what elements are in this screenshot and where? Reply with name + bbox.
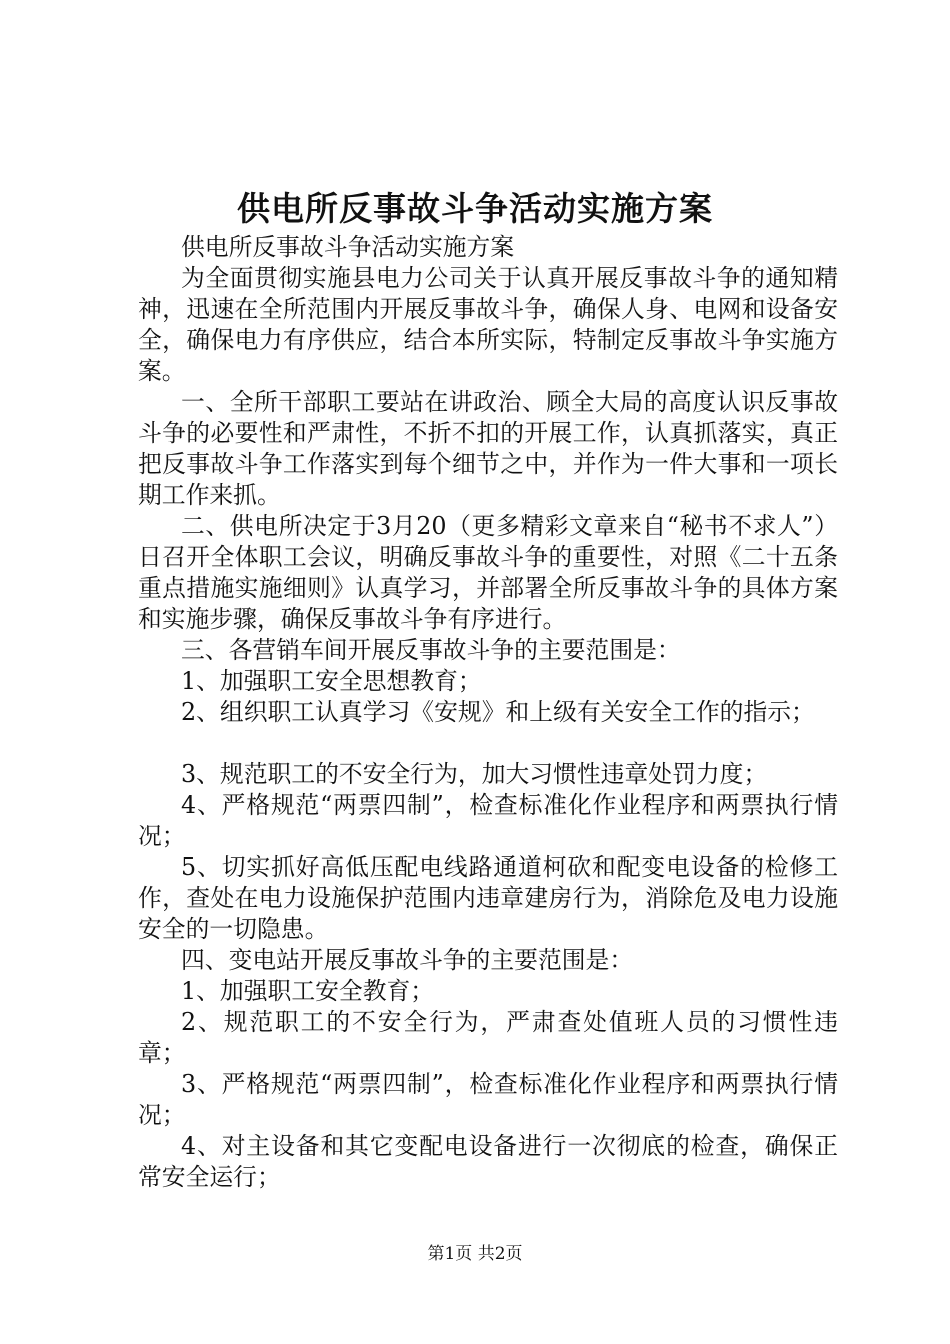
page-footer: 第1页 共2页 xyxy=(427,1244,523,1264)
list-item: 1、加强职工安全教育； xyxy=(181,977,435,1005)
list-item: 3、严格规范“两票四制”，检查标准化作业程序和两票执行情况； xyxy=(138,1070,838,1129)
list-item: 5、切实抓好高低压配电线路通道柯砍和配变电设备的检修工作，查处在电力设施保护范围内违章建房行为，消除危及电力设施安全的一切隐患。 xyxy=(138,853,838,943)
paragraph-section-2: 二、供电所决定于3月20（更多精彩文章来自“秘书不求人”）日召开全体职工会议，明确反事故斗争的重要性，对照《二十五条重点措施实施细则》认真学习，并部署全所反事故斗争的具体方案和实施步骤，确保反事故斗争有序进行。 xyxy=(138,512,838,633)
list-item: 3、规范职工的不安全行为，加大习惯性违章处罚力度； xyxy=(181,760,768,788)
paragraph-subtitle: 供电所反事故斗争活动实施方案 xyxy=(181,233,515,261)
paragraph-section-3-heading: 三、各营销车间开展反事故斗争的主要范围是： xyxy=(181,636,681,664)
list-item: 4、严格规范“两票四制”，检查标准化作业程序和两票执行情况； xyxy=(138,791,838,850)
list-item: 2、规范职工的不安全行为，严肃查处值班人员的习惯性违章； xyxy=(138,1008,838,1067)
paragraph-section-1: 一、全所干部职工要站在讲政治、顾全大局的高度认识反事故斗争的必要性和严肃性，不折不扣的开展工作，认真抓落实，真正把反事故斗争工作落实到每个细节之中，并作为一件大事和一项长期工作来抓。 xyxy=(138,388,838,509)
document-title: 供电所反事故斗争活动实施方案 xyxy=(237,189,713,228)
list-item: 4、对主设备和其它变配电设备进行一次彻底的检查，确保正常安全运行； xyxy=(138,1132,838,1191)
paragraph-section-4-heading: 四、变电站开展反事故斗争的主要范围是： xyxy=(181,946,634,974)
list-item: 2、组织职工认真学习《安规》和上级有关安全工作的指示； xyxy=(181,698,815,726)
paragraph-intro: 为全面贯彻实施县电力公司关于认真开展反事故斗争的通知精神，迅速在全所范围内开展反事故斗争，确保人身、电网和设备安全，确保电力有序供应，结合本所实际，特制定反事故斗争实施方案。 xyxy=(138,264,838,385)
list-item: 1、加强职工安全思想教育； xyxy=(181,667,482,695)
document-body xyxy=(138,232,838,1193)
